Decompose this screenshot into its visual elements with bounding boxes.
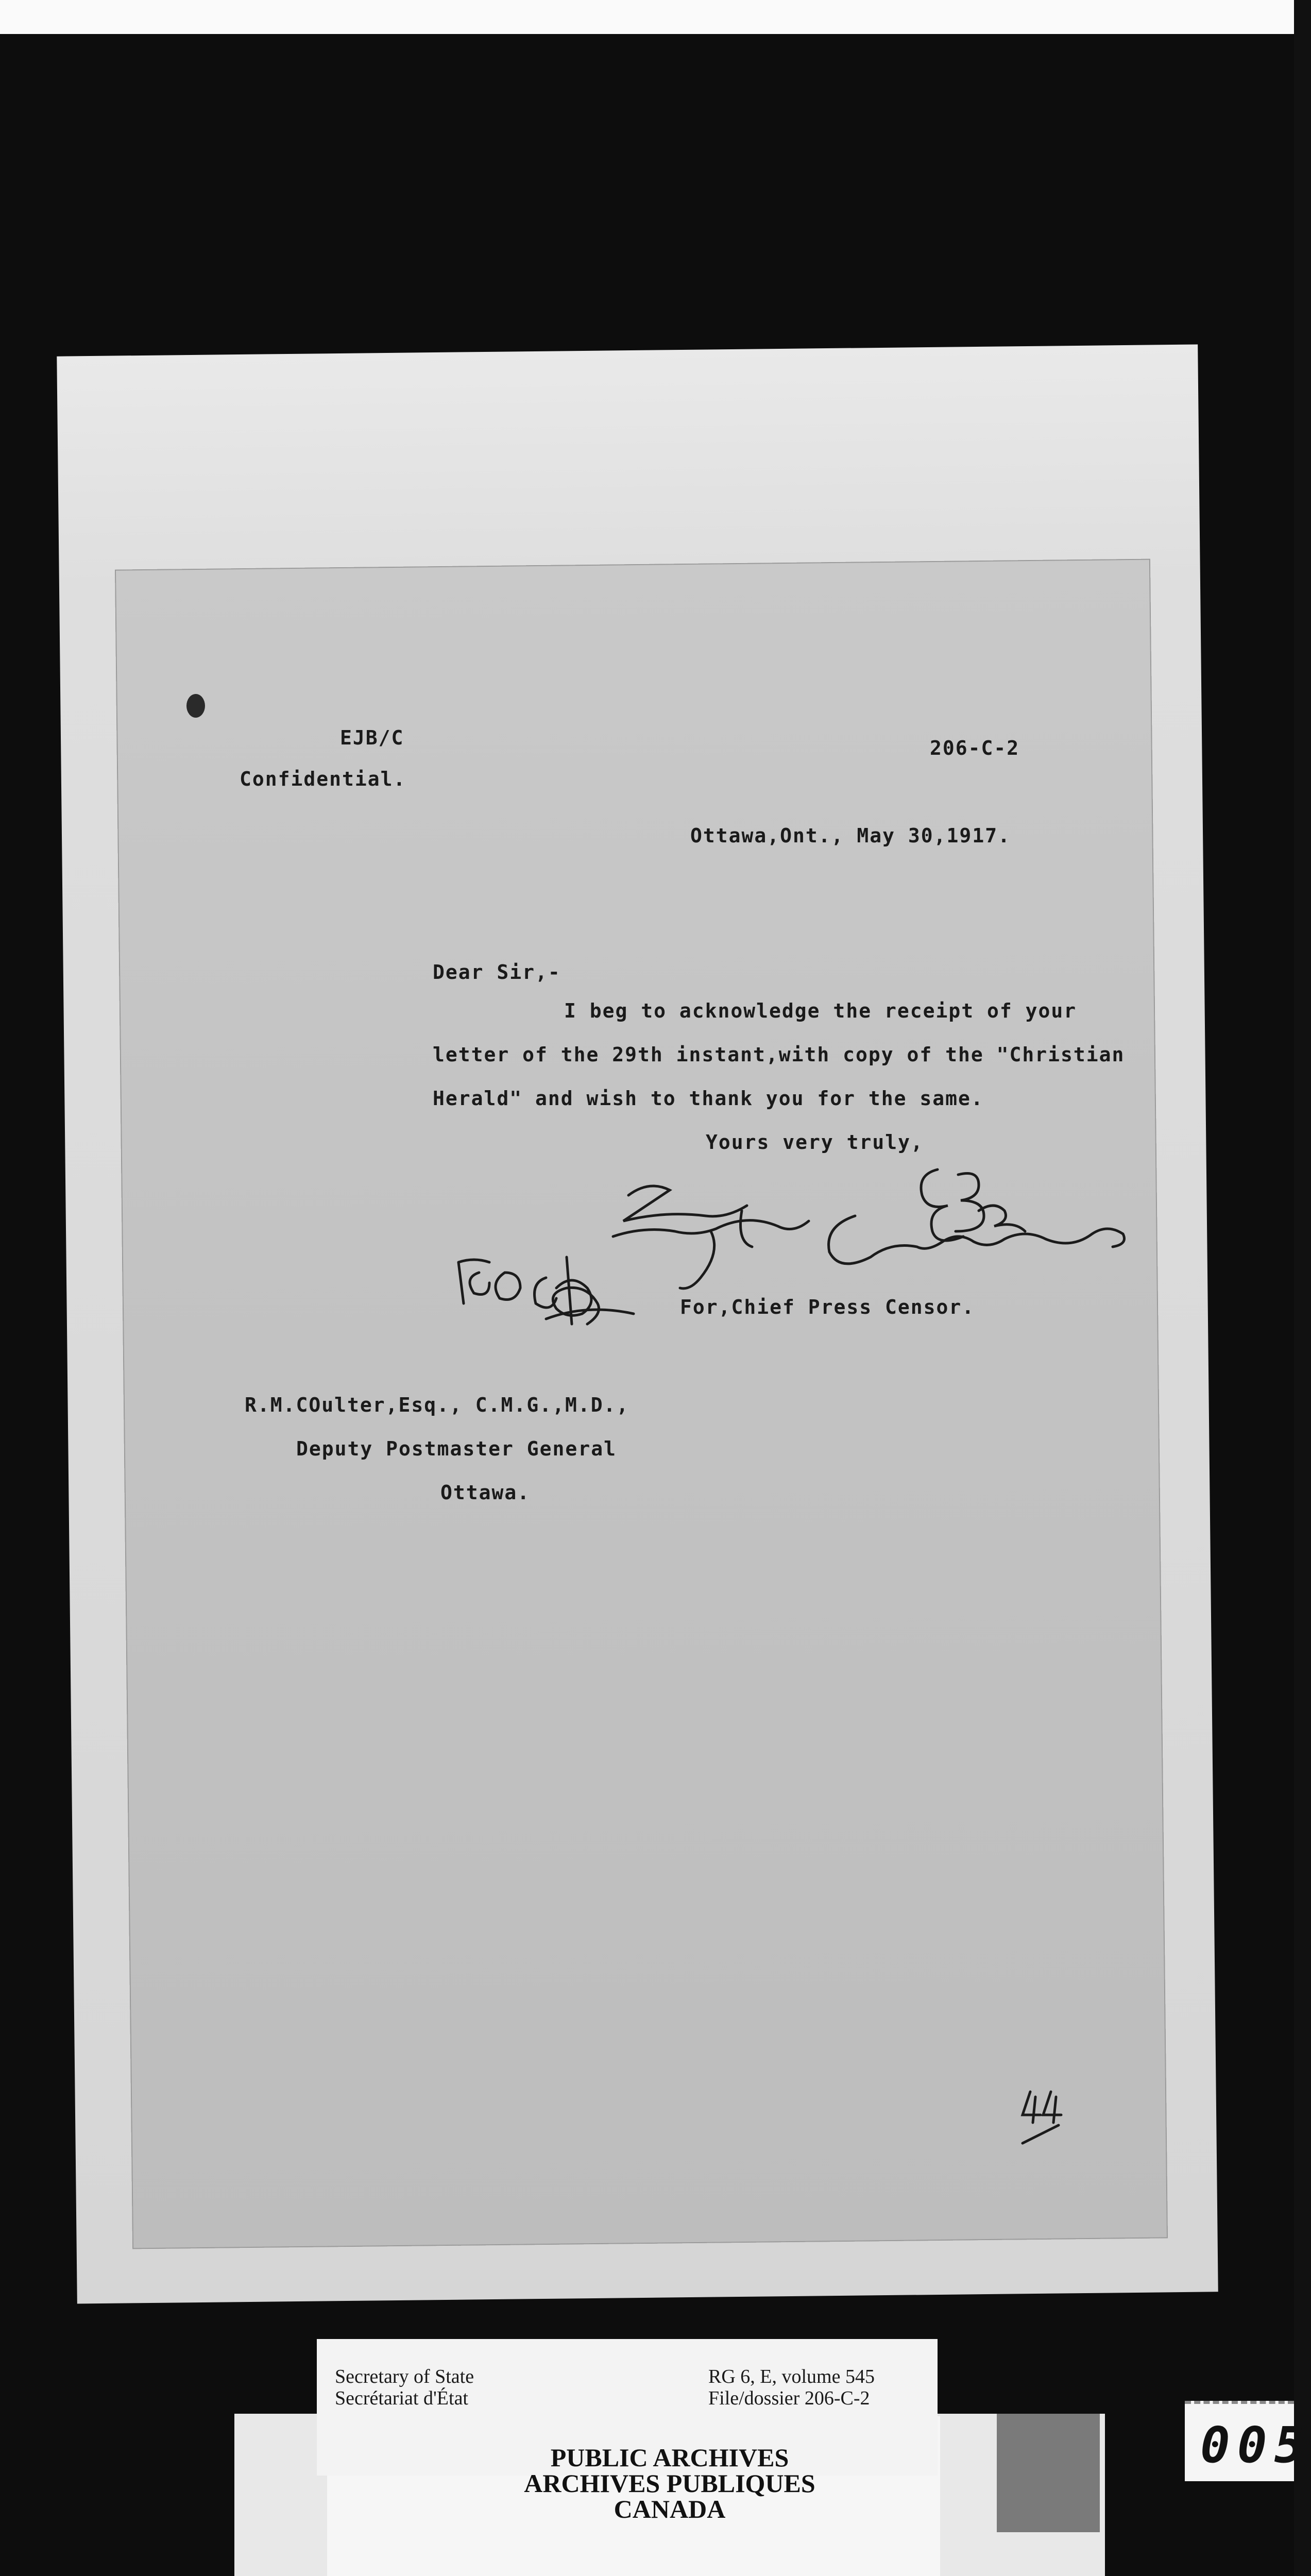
archives-line-2: ARCHIVES PUBLIQUES	[524, 2469, 815, 2498]
body-line-2: letter of the 29th instant,with copy of the "Christian	[433, 1043, 1125, 1066]
recipient-line-2: Deputy Postmaster General	[296, 1437, 617, 1460]
recipient-line-1: R.M.COulter,Esq., C.M.G.,M.D.,	[245, 1394, 629, 1416]
archive-label-block	[234, 2339, 1156, 2576]
body-line-3: Herald" and wish to thank you for the same.	[433, 1087, 984, 1110]
handwritten-page-number	[1017, 2087, 1074, 2148]
archives-stamp	[234, 2445, 1105, 2522]
reference-initials: EJB/C	[340, 726, 404, 749]
archives-line-3: CANADA	[614, 2495, 726, 2523]
film-top-edge	[0, 0, 1294, 34]
file-reference: File/dossier 206-C-2	[708, 2387, 870, 2409]
department-fr: Secrétariat d'État	[335, 2387, 468, 2409]
archives-line-1: PUBLIC ARCHIVES	[550, 2443, 789, 2472]
place-date: Ottawa,Ont., May 30,1917.	[690, 824, 1011, 847]
salutation: Dear Sir,-	[433, 961, 561, 984]
record-group: RG 6, E, volume 545	[708, 2366, 875, 2387]
department-en: Secretary of State	[335, 2366, 474, 2387]
file-number: 206-C-2	[930, 737, 1020, 759]
closing: Yours very truly,	[706, 1131, 924, 1154]
frame-counter: 005	[1200, 2416, 1311, 2474]
recipient-line-3: Ottawa.	[440, 1481, 531, 1504]
body-line-1: I beg to acknowledge the receipt of your	[564, 999, 1077, 1022]
signature-title: For,Chief Press Censor.	[680, 1296, 975, 1318]
punch-hole	[186, 694, 205, 718]
classification: Confidential.	[240, 768, 406, 790]
